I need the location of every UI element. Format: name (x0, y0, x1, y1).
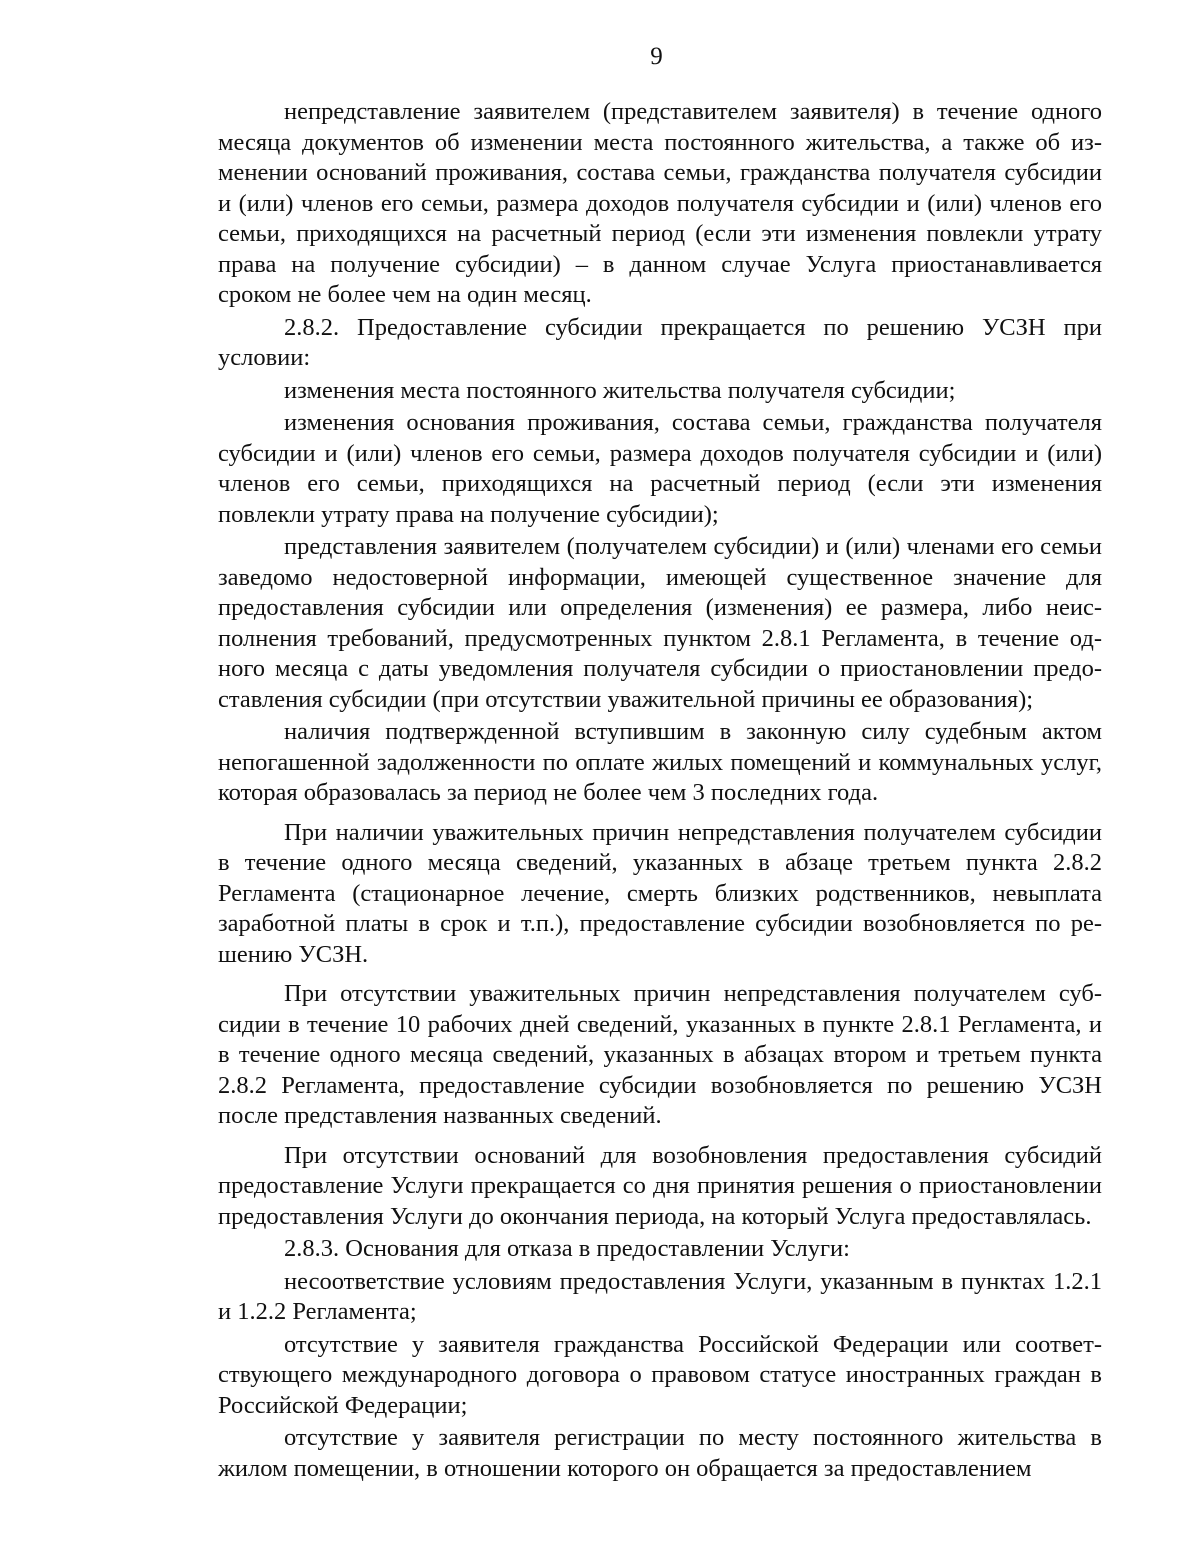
paragraph-unpaid-debt: наличия подтвержденной вступившим в законную силу судебным актом непогашенной задолженности по оплате жилых помещений и коммунальных услуг, которая образовалась за период не более чем 3 последних года. (218, 718, 1102, 806)
paragraph-nonconformity: несоответствие условиям предоставления Услуги, указанным в пунктах 1.2.1 и 1.2.2 Регламента; (218, 1267, 1102, 1325)
paragraph-section-2-8-2: 2.8.2. Предоставление субсидии прекращается по решению УСЗН при условии: (218, 313, 1102, 371)
paragraph-valid-reasons: При наличии уважительных причин непредставления получателем субсидии в течение одного месяца сведений, указанных в абзаце третьем пункта 2.8.2 Регламента (стационарное лечение, смерть близких родственников, невыплата заработной платы в срок и т.п.), предоставление субсидии возобновляется по решению УСЗН. (218, 818, 1102, 968)
document-body (218, 97, 1102, 1484)
paragraph-false-information: представления заявителем (получателем субсидии) и (или) членами его семьи заведомо недостоверной информации, имеющей существенное значение для предоставления субсидии или определения (изменения) ее размера, либо неисполнения требований, предусмотренных пунктом 2.8.1 Регламента, в течение одного месяца с даты уведомления получателя субсидии о приостановлении предоставления субсидии (при отсутствии уважительной причины ее образования); (218, 533, 1102, 713)
paragraph-section-2-8-3: 2.8.3. Основания для отказа в предоставлении Услуги: (284, 1235, 850, 1262)
paragraph-registration: отсутствие у заявителя регистрации по месту постоянного жительства в жилом помещении, в отношении которого он обращается за предоставлением (218, 1424, 1102, 1482)
paragraph-no-valid-reasons: При отсутствии уважительных причин непредставления получателем субсидии в течение 10 рабочих дней сведений, указанных в пункте 2.8.1 Регламента, и в течение одного месяца сведений, указанных в абзацах втором и третьем пункта 2.8.2 Регламента, предоставление субсидии возобновляется по решению УСЗН после представления названных сведений. (218, 980, 1102, 1129)
paragraph-suspension-condition: непредставление заявителем (представителем заявителя) в течение одного месяца документов об изменении места постоянного жительства, а также об изменении оснований проживания, состава семьи, гражданства получателя субсидии и (или) членов его семьи, размера доходов получателя субсидии и (или) членов его семьи, приходящихся на расчетный период (если эти изменения повлекли утрату права на получение субсидии) – в данном случае Услуга приостанавливается сроком не более чем на один месяц. (218, 98, 1102, 308)
page-number: 9 (650, 43, 663, 70)
paragraph-basis-change: изменения основания проживания, состава семьи, гражданства получателя субсидии и (или) членов его семьи, размера доходов получателя субсидии и (или) членов его семьи, приходящихся на расчетный период (если эти изменения повлекли утрату права на получение субсидии); (218, 409, 1102, 528)
paragraph-citizenship: отсутствие у заявителя гражданства Российской Федерации или соответствующего международного договора о правовом статусе иностранных граждан в Российской Федерации; (218, 1330, 1102, 1419)
paragraph-no-resumption-grounds: При отсутствии оснований для возобновления предоставления субсидий предоставление Услуги прекращается со дня принятия решения о приостановлении предоставления Услуги до окончания периода, на который Услуга предоставлялась. (218, 1141, 1102, 1230)
paragraph-residence-change: изменения места постоянного жительства получателя субсидии; (284, 376, 956, 404)
